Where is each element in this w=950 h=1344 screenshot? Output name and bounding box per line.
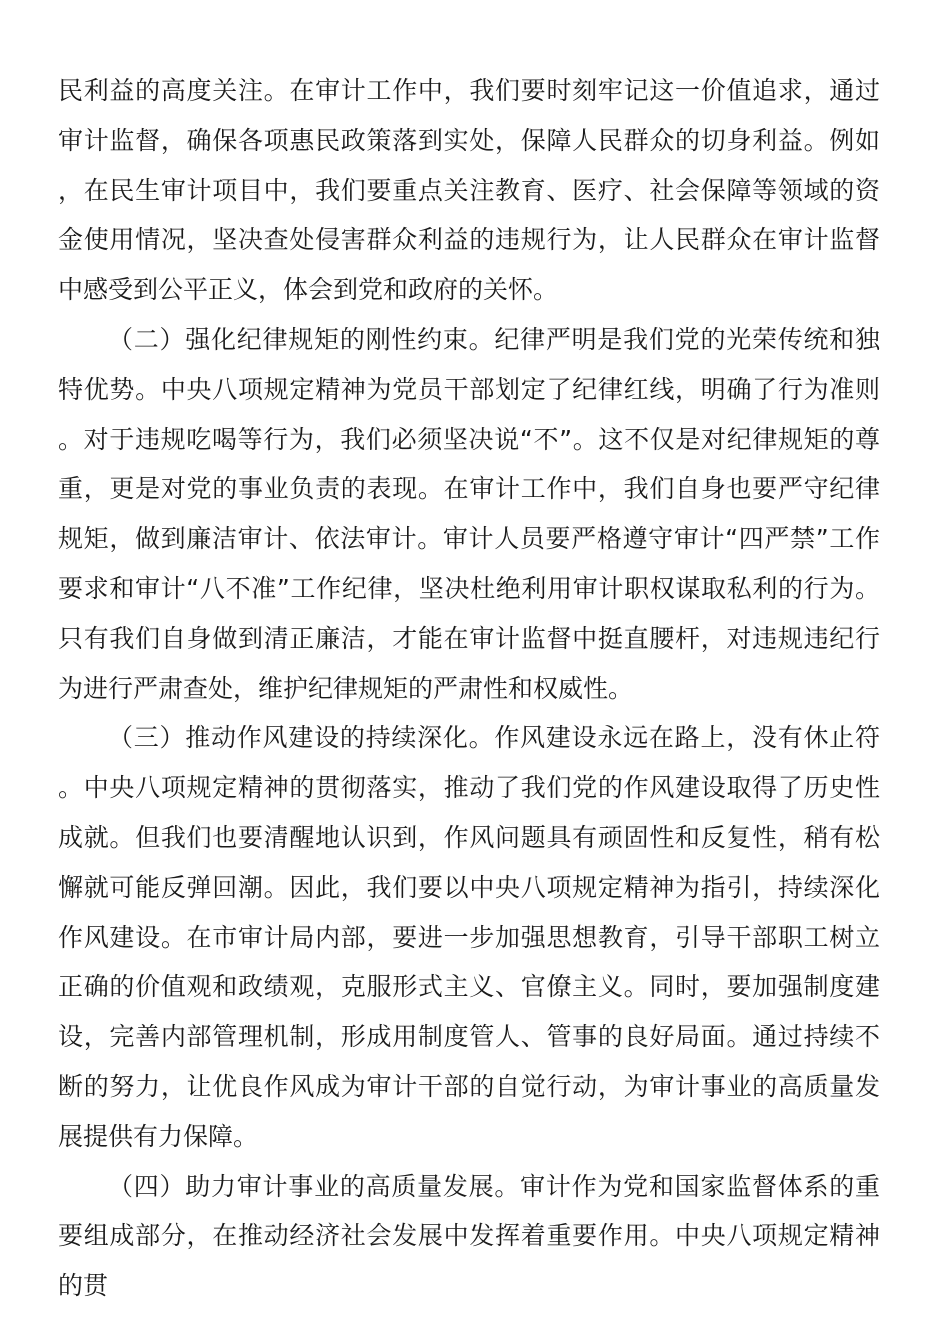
paragraph-section-4: （四）助力审计事业的高质量发展。审计作为党和国家监督体系的重要组成部分，在推动经济社会发展中发挥着重要作用。中央八项规定精神的贯 (58, 1171, 880, 1301)
paragraph-section-3: （三）推动作风建设的持续深化。作风建设永远在路上，没有休止符。中央八项规定精神的贯彻落实，推动了我们党的作风建设取得了历史性成就。但我们也要清醒地认识到，作风问题具有顽固性和反复性，稍有松懈就可能反弹回潮。因此，我们要以中央八项规定精神为指引，持续深化作风建设。在市审计局内部，要进一步加强思想教育，引导干部职工树立正确的价值观和政绩观，克服形式主义、官僚主义。同时，要加强制度建设，完善内部管理机制，形成用制度管人、管事的良好局面。通过持续不断的努力，让优良作风成为审计干部的自觉行动，为审计事业的高质量发展提供有力保障。 (58, 723, 880, 1151)
paragraph-continuation: 民利益的高度关注。在审计工作中，我们要时刻牢记这一价值追求，通过审计监督，确保各项惠民政策落到实处，保障人民群众的切身利益。例如，在民生审计项目中，我们要重点关注教育、医疗、社会保障等领域的资金使用情况，坚决查处侵害群众利益的违规行为，让人民群众在审计监督中感受到公平正义，体会到党和政府的关怀。 (58, 76, 880, 305)
document-page (58, 66, 880, 1311)
paragraph-section-2: （二）强化纪律规矩的刚性约束。纪律严明是我们党的光荣传统和独特优势。中央八项规定精神为党员干部划定了纪律红线，明确了行为准则。对于违规吃喝等行为，我们必须坚决说“不”。这不仅是对纪律规矩的尊重，更是对党的事业负责的表现。在审计工作中，我们自身也要严守纪律规矩，做到廉洁审计、依法审计。审计人员要严格遵守审计“四严禁”工作要求和审计“八不准”工作纪律，坚决杜绝利用审计职权谋取私利的行为。只有我们自身做到清正廉洁，才能在审计监督中挺直腰杆，对违规违纪行为进行严肃查处，维护纪律规矩的严肃性和权威性。 (58, 324, 880, 703)
